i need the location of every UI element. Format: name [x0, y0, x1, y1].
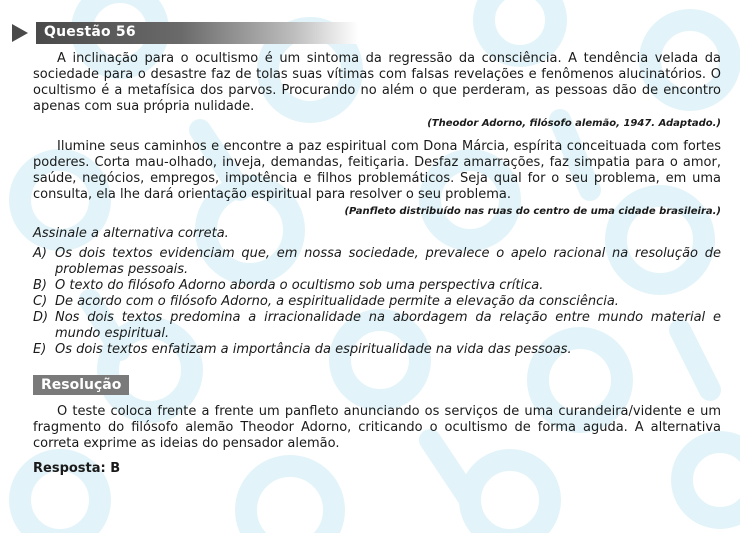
text-adorno-citation: (Theodor Adorno, filósofo alemão, 1947. Adaptado.): [427, 118, 721, 129]
alternative-c[interactable]: [33, 294, 721, 310]
text-adorno-body: A inclinação para o ocultismo é um sintoma da regressão da consciência. A tendência velada da sociedade para o desastre faz de tolas suas vítimas com falsas revelações e fenômenos alucinatórios. O ocultismo é a metafísica dos parvos. Procurando no além o que perderam, as pessoas dão de encontro apenas com sua própria nulidade.: [33, 51, 721, 114]
alternative-letter: E): [33, 342, 47, 357]
question-number: Questão 56: [44, 24, 136, 40]
alternative-text: O texto do filósofo Adorno aborda o ocultismo sob uma perspectiva crítica.: [55, 278, 544, 293]
alternative-text: Os dois textos enfatizam a importância da espiritualidade na vida das pessoas.: [55, 342, 572, 357]
alternative-d[interactable]: [33, 310, 721, 342]
resolution-header: Resolução: [33, 375, 129, 395]
alternative-letter: D): [33, 310, 49, 325]
play-triangle-icon: [12, 24, 28, 42]
text-adorno: [33, 51, 721, 131]
alternative-text: De acordo com o filósofo Adorno, a espiritualidade permite a elevação da consciência.: [55, 294, 619, 309]
text-pamphlet: [33, 139, 721, 219]
alternative-b[interactable]: [33, 278, 721, 294]
question-prompt: Assinale a alternativa correta.: [33, 226, 229, 241]
alternatives-list: [33, 246, 721, 358]
alternative-a[interactable]: [33, 246, 721, 278]
alternative-letter: B): [33, 278, 47, 293]
alternative-text: Nos dois textos predomina a irracionalidade na abordagem da relação entre mundo material e mundo espiritual.: [55, 310, 721, 341]
alternative-text: Os dois textos evidenciam que, em nossa sociedade, prevalece o apelo racional na resolução de problemas pessoais.: [55, 246, 721, 277]
alternative-letter: A): [33, 246, 47, 261]
alternative-e[interactable]: [33, 342, 721, 358]
text-pamphlet-body: Ilumine seus caminhos e encontre a paz espiritual com Dona Márcia, espírita conceituada com fortes poderes. Corta mau-olhado, inveja, demandas, feitiçaria. Desfaz amarrações, faz simpatia para o amor, saúde, negócios, empregos, impotência e filhos problemáticos. Seja qual for o seu problema, em uma consulta, ela lhe dará orientação espiritual para resolver o seu problema.: [33, 139, 721, 202]
question-header: [8, 22, 358, 44]
resolution-body: O teste coloca frente a frente um panfleto anunciando os serviços de uma curandeira/vidente e um fragmento do filósofo alemão Theodor Adorno, criticando o ocultismo de forma aguda. A alternativa correta exprime as ideias do pensador alemão.: [33, 404, 721, 451]
alternative-letter: C): [33, 294, 48, 309]
text-pamphlet-citation: (Panfleto distribuído nas ruas do centro de uma cidade brasileira.): [344, 206, 721, 217]
answer-line: Resposta: B: [33, 461, 121, 476]
